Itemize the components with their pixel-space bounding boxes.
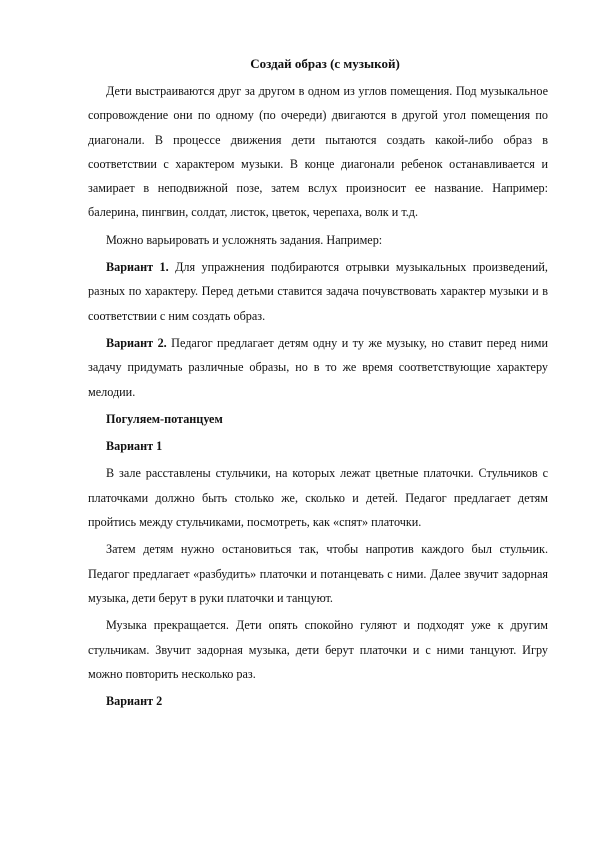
variant-1-paragraph [88, 255, 548, 328]
document-title: Создай образ (с музыкой) [250, 56, 400, 71]
variant-2-label: Вариант 2. [106, 335, 167, 350]
section-2-paragraph-2: Затем детям нужно остановиться так, чтобы напротив каждого был стульчик. Педагог предлагает «разбудить» платочки и потанцевать с ними. Далее звучит задорная музыка, дети берут в руки платочки и танцуют. [88, 542, 548, 605]
variant-1-text: Для упражнения подбираются отрывки музыкальных произведений, разных по характеру. Перед детьми ставится задача почувствовать характер музыки и в соответствии с ним создать образ. [88, 260, 548, 323]
variant-1-label: Вариант 1. [106, 260, 169, 275]
section-2-variant-1-title: Вариант 1 [106, 439, 163, 454]
document-page [88, 55, 548, 716]
intro-paragraph: Дети выстраиваются друг за другом в одном из углов помещения. Под музыкальное сопровождение они по одному (по очереди) двигаются в другой угол помещения по диагонали. В процессе движения дети пытаются создать какой-либо образ в соответствии с характером музыки. В конце диагонали ребенок останавливается и замирает в неподвижной позе, затем вслух произносит ее название. Например: балерина, пингвин, солдат, листок, цветок, черепаха, волк и т.д. [88, 84, 548, 220]
variations-intro-paragraph: Можно варьировать и усложнять задания. Например: [106, 232, 383, 247]
section-2-title: Погуляем-потанцуем [106, 411, 223, 426]
variant-2-paragraph [88, 331, 548, 404]
variant-2-text: Педагог предлагает детям одну и ту же музыку, но ставит перед ними задачу придумать различные образы, но в то же время соответствующие характеру мелодии. [88, 335, 548, 399]
section-2-paragraph-1: В зале расставлены стульчики, на которых лежат цветные платочки. Стульчиков с платочками должно быть столько же, сколько и детей. Педагог предлагает детям пройтись между стульчиками, посмотреть, как «спят» платочки. [88, 466, 548, 530]
section-2-paragraph-3: Музыка прекращается. Дети опять спокойно гуляют и подходят уже к другим стульчикам. Звучит задорная музыка, дети берут платочки и с ними танцуют. Игру можно повторить несколько раз. [88, 618, 548, 681]
section-2-variant-2-title: Вариант 2 [106, 694, 163, 709]
